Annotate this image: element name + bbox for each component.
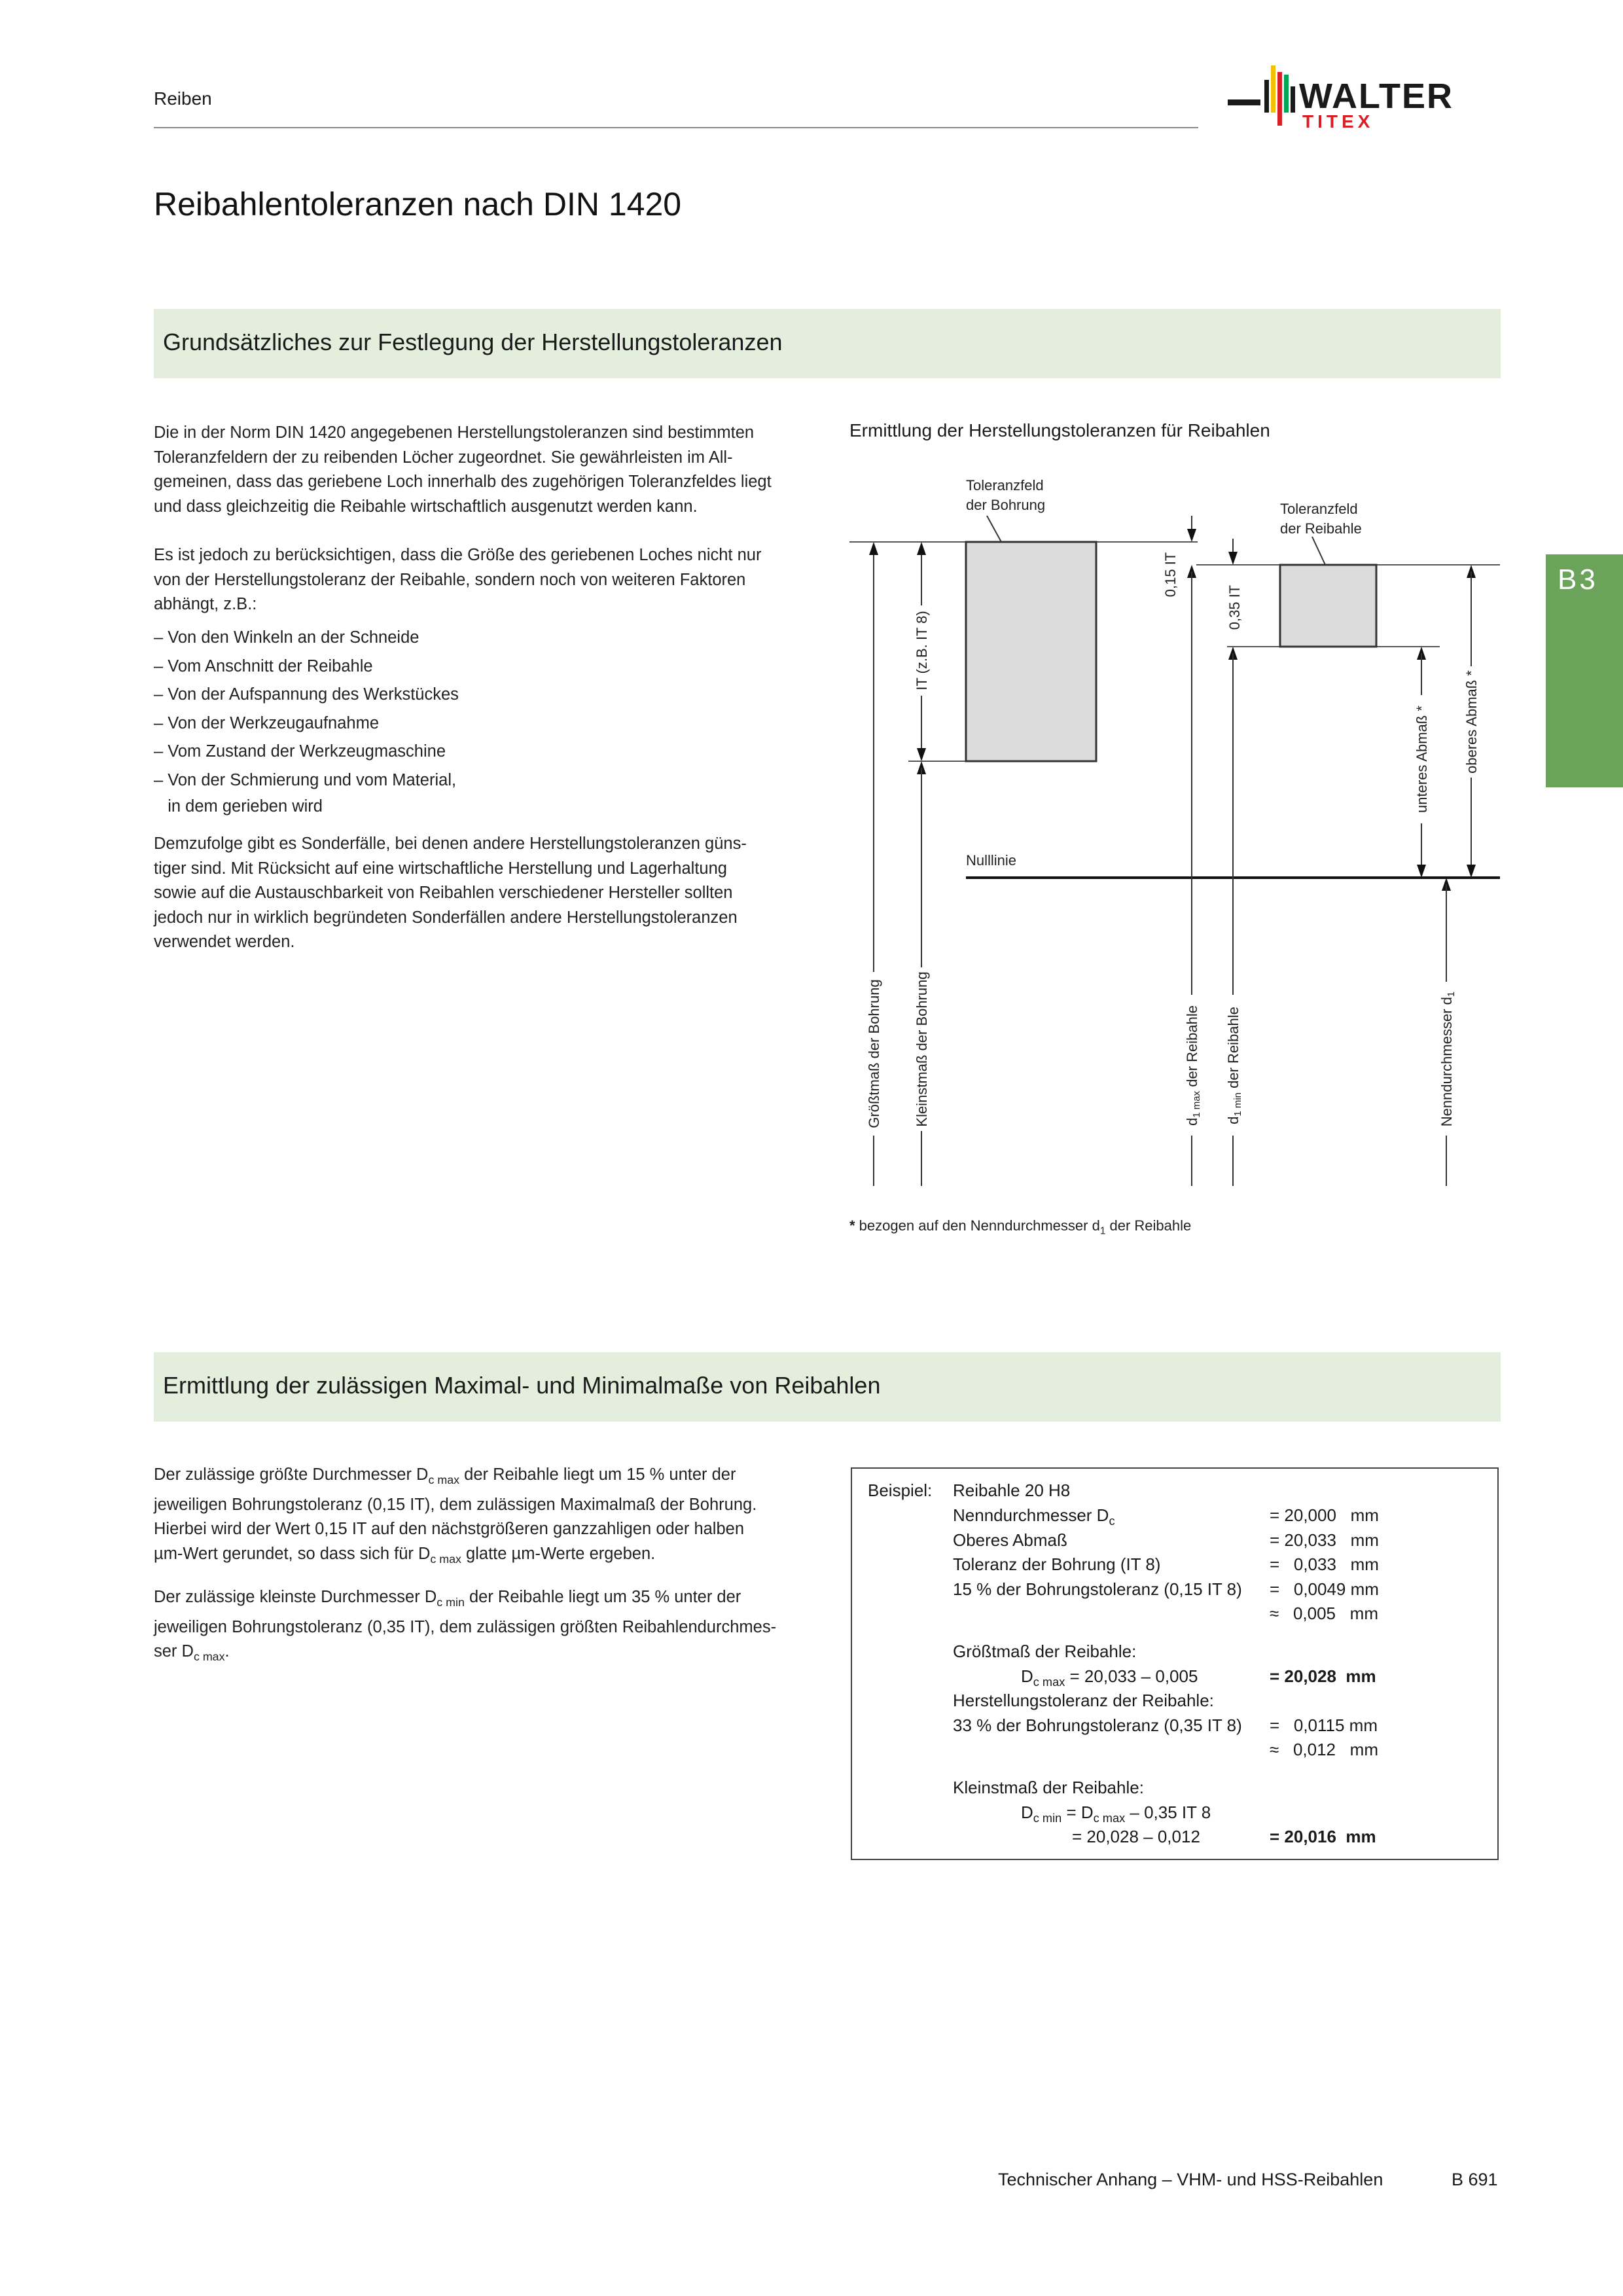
arrowhead [1467,865,1476,878]
text-line: ser $D_{c max}$. [154,1642,230,1664]
example-row-value: = 20,033 mm [1270,1530,1379,1550]
text-line: Die in der Norm DIN 1420 angegebenen Herstellungstoleranzen sind bestimmten [154,423,755,442]
arrowhead [917,748,926,761]
label-max-bore: Größtmaß der Bohrung [866,979,882,1128]
label-d1-min: d1 min der Reibahle [1225,1007,1243,1124]
section2-paragraph-1 [154,1463,821,1571]
example-row-value: = 20,000 mm [1270,1505,1379,1525]
text-line: gemeinen, dass das geriebene Loch innerhalb des zugehörigen Toleranzfeldes liegt [154,473,772,491]
leader-line [987,516,1001,542]
text-line: Es ist jedoch zu berücksichtigen, dass die Größe des geriebenen Loches nicht nur [154,546,762,564]
section2-title: Ermittlung der zulässigen Maximal- und Minimalmaße von Reibahlen [163,1372,881,1399]
list-item: – Von der Werkzeugaufnahme [154,713,380,732]
text-line: Toleranzfeldern der zu reibenden Löcher zugeordnet. Sie gewährleisten im All- [154,448,733,467]
arrowhead [1228,552,1238,565]
list-item: – Vom Anschnitt der Reibahle [154,656,373,675]
label-min-bore: Kleinstmaß der Bohrung [914,971,930,1127]
example-formula: $D_{c max} = 20,033 - 0,005$ [1021,1666,1198,1689]
section2-band [154,1352,1501,1422]
example-section-label: Herstellungstoleranz der Reibahle: [953,1691,1214,1710]
example-row-label: 15 % der Bohrungstoleranz (0,15 IT 8) [953,1579,1242,1599]
label-lower-deviation: unteres Abmaß * [1414,706,1430,813]
label-reamer-field-2: der Reibahle [1280,520,1362,537]
label-reamer-field-1: Toleranzfeld [1280,501,1358,517]
label-015-it: 0,15 IT [1162,552,1179,598]
example-row-label: Toleranz der Bohrung (IT 8) [953,1554,1161,1574]
label-zero-line: Nulllinie [966,852,1017,869]
text-line: µm-Wert gerundet, so dass sich für $D_{c max}$ glatte µm-Werte ergeben. [154,1544,656,1566]
text-line: Der zulässige größte Durchmesser $D_{c max}$ der Reibahle liegt um 15 % unter der [154,1465,736,1487]
leader-line [1312,537,1325,565]
diagram-footnote: * bezogen auf den Nenndurchmesser $d_1$ der Reibahle [849,1217,1192,1237]
bore-tolerance-field [966,542,1096,761]
example-row-value: ≈ 0,012 mm [1270,1740,1378,1759]
example-formula: = 20,028 – 0,012 [1072,1827,1200,1846]
text-line: und dass gleichzeitig die Reibahle wirtschaftlich ausgenutzt werden kann. [154,497,698,516]
label-it: IT (z.B. IT 8) [914,611,930,691]
example-formula: $D_{c min} = D_{c max} - 0,35$ IT 8 [1021,1803,1211,1825]
section-label: Reiben [154,88,212,109]
chapter-tab-label: B3 [1558,564,1598,596]
label-upper-deviation: oberes Abmaß * [1463,670,1480,774]
example-row-value: = 0,0049 mm [1270,1579,1379,1599]
page-title: Reibahlentoleranzen nach DIN 1420 [154,186,682,223]
example-row-value: = 0,033 mm [1270,1554,1379,1574]
example-label: Beispiel: [868,1480,933,1500]
text-line: abhängt, z.B.: [154,595,257,613]
text-line: verwendet werden. [154,933,295,951]
example-row-label: 33 % der Bohrungstoleranz (0,35 IT 8) [953,1715,1242,1735]
reamer-tolerance-field [1280,565,1376,647]
example-box [851,1467,1499,1860]
example-row-label: Oberes Abmaß [953,1530,1067,1550]
footer-text: Technischer Anhang – VHM- und HSS-Reibahlen [998,2170,1383,2189]
text-line: von der Herstellungstoleranz der Reibahle, sondern noch von weiteren Faktoren [154,570,746,589]
text-line: Hierbei wird der Wert 0,15 IT auf den nächstgrößeren ganzzahligen oder halben [154,1520,745,1539]
example-result-min: = 20,016 mm [1270,1827,1376,1846]
page-number: B 691 [1452,2170,1498,2189]
arrowhead [1417,865,1426,878]
section1-title: Grundsätzliches zur Festlegung der Herstellungstoleranzen [163,329,783,355]
text-line: sowie auf die Austauschbarkeit von Reibahlen verschiedener Hersteller sollten [154,884,733,902]
example-result-max: = 20,028 mm [1270,1666,1376,1686]
example-row-value: = 0,0115 mm [1270,1715,1378,1735]
logo-word-titex: TITEX [1302,111,1374,132]
label-035-it: 0,35 IT [1226,584,1243,630]
list-item: – Von der Aufspannung des Werkstückes [154,685,459,704]
logo-word-walter: WALTER [1299,77,1454,116]
label-d1-max: d1 max der Reibahle [1184,1005,1202,1126]
text-line: jeweiligen Bohrungstoleranz (0,15 IT), dem zulässigen Maximalmaß der Bohrung. [154,1495,757,1514]
section2-paragraph-2 [154,1585,821,1670]
label-bore-field-1: Toleranzfeld [966,477,1044,493]
list-item: – Vom Zustand der Werkzeugmaschine [154,742,446,761]
list-item: – Von der Schmierung und vom Material, [154,770,457,789]
arrowhead [869,542,878,555]
example-section-label: Kleinstmaß der Reibahle: [953,1778,1144,1797]
example-section-label: Größtmaß der Reibahle: [953,1641,1137,1661]
example-row-value: ≈ 0,005 mm [1270,1604,1378,1623]
text-line: jeweiligen Bohrungstoleranz (0,35 IT), dem zulässigen größten Reibahlendurchmes- [154,1617,777,1636]
example-row-label: Nenndurchmesser $D_c$ [953,1505,1115,1528]
list-item: – Von den Winkeln an der Schneide [154,628,419,647]
arrowhead [917,542,926,555]
diagram-title: Ermittlung der Herstellungstoleranzen für Reibahlen [849,420,1270,440]
text-line: Demzufolge gibt es Sonderfälle, bei denen andere Herstellungstoleranzen güns- [154,834,747,853]
text-line: tiger sind. Mit Rücksicht auf eine wirtschaftliche Herstellung und Lagerhaltung [154,859,727,878]
footnote-star: * [849,1217,855,1234]
list-item: in dem gerieben wird [154,797,323,816]
label-nominal-diameter: Nenndurchmesser d1 [1438,991,1457,1127]
label-bore-field-2: der Bohrung [966,497,1046,513]
example-title: Reibahle 20 H8 [953,1480,1071,1500]
text-line: Der zulässige kleinste Durchmesser $D_{c min}$ der Reibahle liegt um 35 % unter der [154,1588,741,1609]
arrowhead [1187,529,1196,542]
text-line: jedoch nur in wirklich begründeten Sonderfällen andere Herstellungstoleranzen [154,908,738,927]
